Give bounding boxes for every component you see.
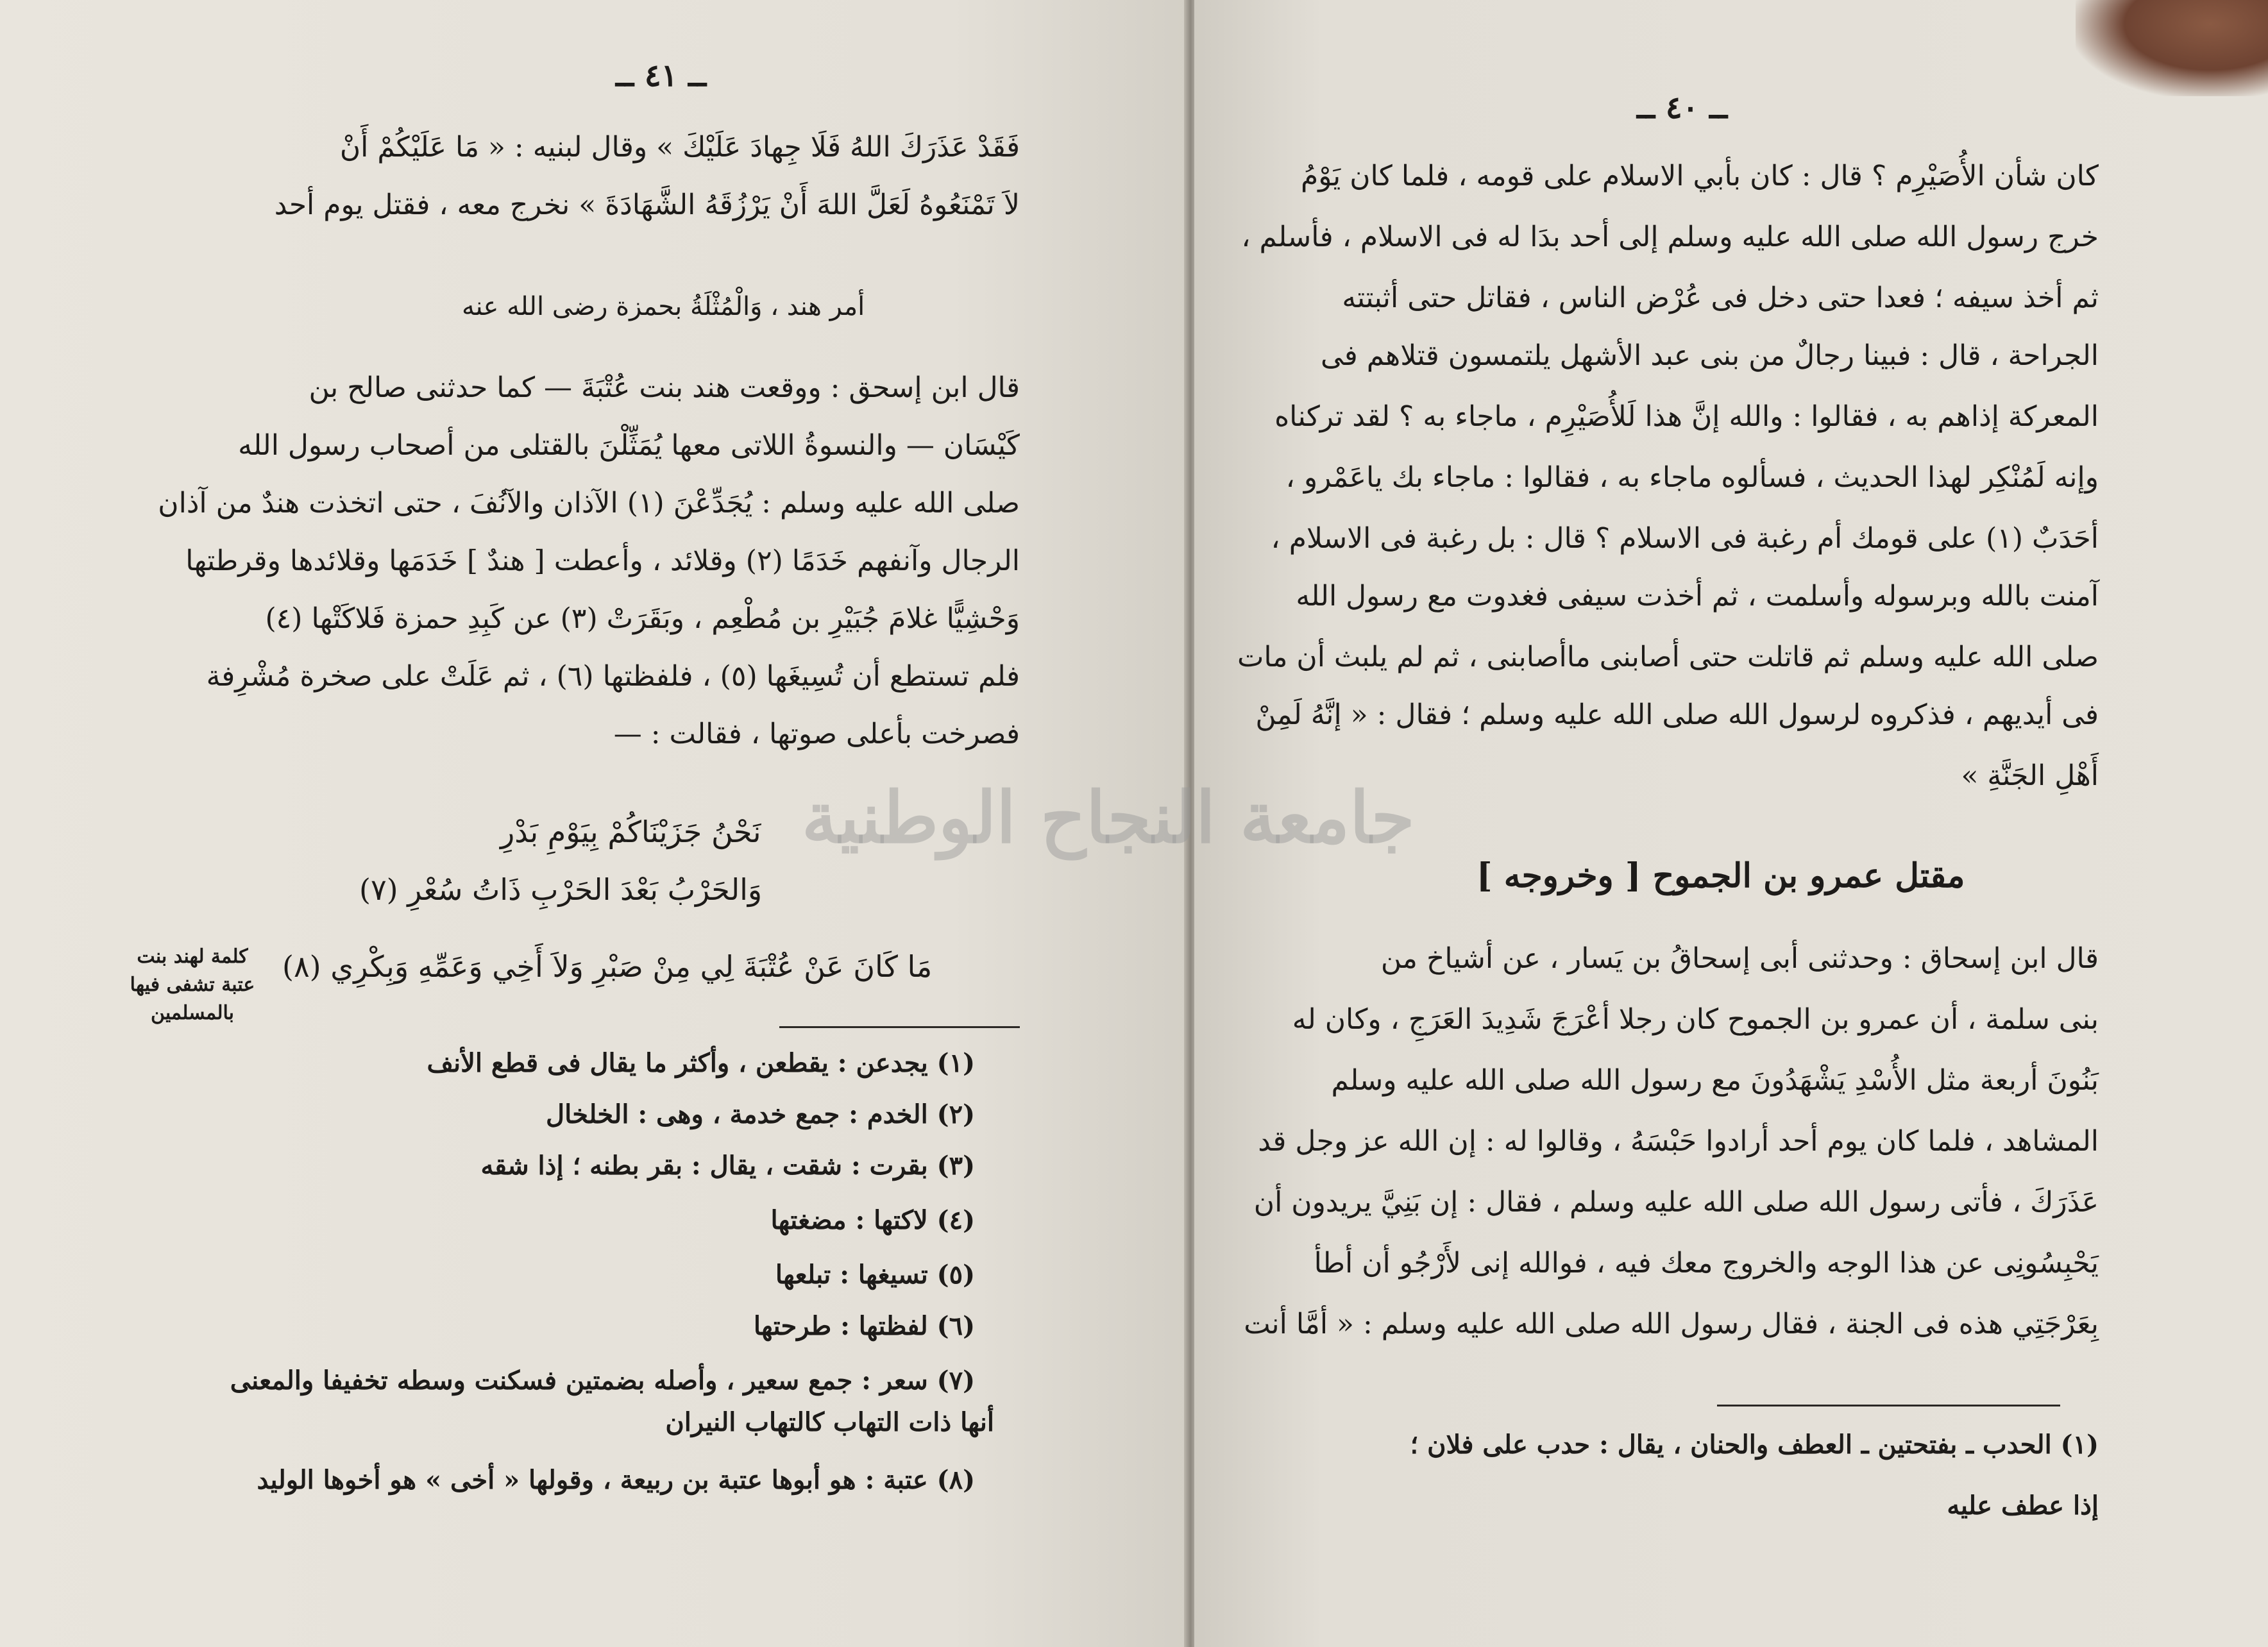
section-subheading: أمر هند ، وَالْمُثْلَةُ بحمزة رضى الله عنه [462,292,865,321]
text-line: بَنُونَ أربعة مثل الأُسْدِ يَشْهَدُونَ مع رسول الله صلى الله عليه وسلم [1331,1064,2099,1097]
footnote: (٨) عتبة : هو أبوها عتبة بن ربيعة ، وقولها « أخى » هو أخوها الوليد [257,1465,975,1495]
text-line: آمنت بالله وبرسوله وأسلمت ، ثم أخذت سيفى فغدوت مع رسول الله [1296,580,2099,612]
text-line: خرج رسول الله صلى الله عليه وسلم إلى أحد بدَا له فى الاسلام ، فأسلم ، [1241,221,2099,253]
footnote: (٦) لفظتها : طرحتها [753,1311,975,1341]
photographer-thumb [2076,0,2268,96]
margin-note: كلمة لهند بنت عتبة تشفى فيها بالمسلمين [130,945,255,1024]
text-line: المشاهد ، فلما كان يوم أحد أرادوا حَبْسَهُ ، وقالوا له : إن الله عز وجل قد [1258,1125,2099,1158]
text-line: ثم أخذ سيفه ؛ فعدا حتى دخل فى عُرْض الناس ، فقاتل حتى أثبتته [1342,282,2099,314]
text-block [274,128,1020,231]
footnote: (٧) سعر : جمع سعير ، وأصله بضمتين فسكنت وسطه تخفيفا والمعنى [230,1365,975,1396]
verse-line: نَحْنُ جَزَيْنَاكُمْ بِيَوْمِ بَدْرِ [500,815,761,849]
footnote: (١) الحدب ـ بفتحتين ـ العطف والحنان ، يقال : حدب على فلان ؛ [1410,1430,2099,1460]
text-line: الرجال وآنفهم خَدَمًا (٢) وقلائد ، وأعطت [ هندٌ ] خَدَمَها وقلائدها وقرطتها [185,545,1020,577]
watermark: جامعة النجاح الوطنية [802,776,1415,859]
text-line: المعركة إذاهم به ، فقالوا : والله إنَّ هذا لَلأُصَيْرِم ، ماجاء به ؟ لقد تركناه [1274,400,2099,433]
text-line: قال ابن إسحق : ووقعت هند بنت عُتْبَةَ — كما حدثنى صالح بن [309,371,1020,404]
footnotes [1348,1427,2099,1530]
text-block [1244,940,2099,1376]
verse-line: مَا كَانَ عَنْ عُتْبَةَ لِي مِنْ صَبْرِ وَلاَ أَخِي وَعَمِّهِ وَبِكْرِي (٨) [282,949,933,984]
footnote: (٢) الخدم : جمع خدمة ، وهى : الخلخال [546,1099,975,1129]
text-line: الجراحة ، قال : فبينا رجالٌ من بنى عبد الأشهل يلتمسون قتلاهم فى [1321,339,2099,372]
verse-line: وَالحَرْبُ بَعْدَ الحَرْبِ ذَاتُ سُعْرِ (٧) [359,872,763,907]
text-line: قال ابن إسحاق : وحدثنى أبى إسحاقُ بن يَسار ، عن أشياخ من [1380,942,2099,975]
text-line: فصرخت بأعلى صوتها ، فقالت : — [613,718,1020,750]
text-line: لاَ تَمْنَعُوهُ لَعَلَّ اللهَ أَنْ يَرْزُقَهُ الشَّهَادَةَ » نخرج معه ، فقتل يوم أحد [274,189,1020,221]
text-line: فى أيديهم ، فذكروه لرسول الله صلى الله عليه وسلم ؛ فقال : « إنَّهُ لَمِنْ [1255,698,2099,731]
footnote-separator [1717,1405,2060,1406]
text-block [158,369,1020,779]
text-line: صلى الله عليه وسلم : يُجَدِّعْنَ (١) الآذان والآنُفَ ، حتى اتخذت هندٌ من آذان [158,487,1020,519]
text-block [1237,157,2099,811]
text-line: بنى سلمة ، أن عمرو بن الجموح كان رجلا أعْرَجَ شَدِيدَ العَرَجِ ، وكان له [1292,1003,2099,1036]
section-heading: مقتل عمرو بن الجموح [ وخروجه ] [1477,856,1965,895]
page-number: ــ ٤٠ ــ [1637,90,1728,126]
footnote: (٤) لاكتها : مضغتها [770,1205,975,1235]
text-line: يَحْبِسُونِى عن هذا الوجه والخروج معك فيه ، فوالله إنى لأَرْجُو أن أطأ [1314,1247,2099,1280]
text-line: أَهْلِ الجَنَّةِ » [1961,759,2099,792]
text-line: صلى الله عليه وسلم ثم قاتلت حتى أصابنى ماأصابنى ، ثم لم يلبث أن مات [1237,641,2099,673]
text-line: بِعَرْجَتِي هذه فى الجنة ، فقال رسول الله صلى الله عليه وسلم : « أمَّا أنت [1244,1308,2099,1340]
text-line: فَقَدْ عَذَرَكَ اللهُ فَلَا جِهادَ عَلَيْكَ » وقال لبنيه : « مَا عَلَيْكُمْ أَنْ [339,131,1020,164]
footnote: (٣) بقرت : شقت ، يقال : بقر بطنه ؛ إذا شقه [480,1151,975,1181]
text-line: عَذَرَكَ ، فأتى رسول الله صلى الله عليه وسلم ، فقال : إن بَنِيَّ يريدون أن [1253,1186,2099,1219]
text-line: فلم تستطع أن تُسِيغَها (٥) ، فلفظتها (٦) ، ثم عَلَتْ على صخرة مُشْرِفة [206,660,1020,693]
footnotes [230,1045,994,1507]
footnote: (٥) تسيغها : تبلعها [775,1260,975,1290]
text-line: وَحْشِيًّا غلامَ جُبَيْرِ بن مُطْعِم ، وبَقَرَتْ (٣) عن كَبِدِ حمزة فَلاكَتْها (٤) [265,602,1020,635]
text-line: أحَدَبٌ (١) على قومك أم رغبة فى الاسلام ؟ قال : بل رغبة فى الاسلام ، [1271,522,2099,555]
footnote: (١) يجدعن : يقطعن ، وأكثر ما يقال فى قطع الأنف [427,1048,975,1078]
text-line: كان شأن الأُصَيْرِم ؟ قال : كان بأبي الاسلام على قومه ، فلما كان يَوْمُ [1301,160,2099,192]
text-line: كَيْسَان — والنسوةُ اللاتى معها يُمَثِّلْنَ بالقتلى من أصحاب رسول الله [238,429,1020,462]
footnote: إذا عطف عليه [1947,1491,2099,1521]
text-line: وإنه لَمُنْكِر لهذا الحديث ، فسألوه ماجاء به ، فقالوا : ماجاء بك ياعَمْرو ، [1285,461,2099,494]
page-number: ــ ٤١ ــ [616,58,707,94]
footnote: أنها ذات التهاب كالتهاب النيران [665,1407,994,1437]
footnote-separator [779,1026,1020,1028]
